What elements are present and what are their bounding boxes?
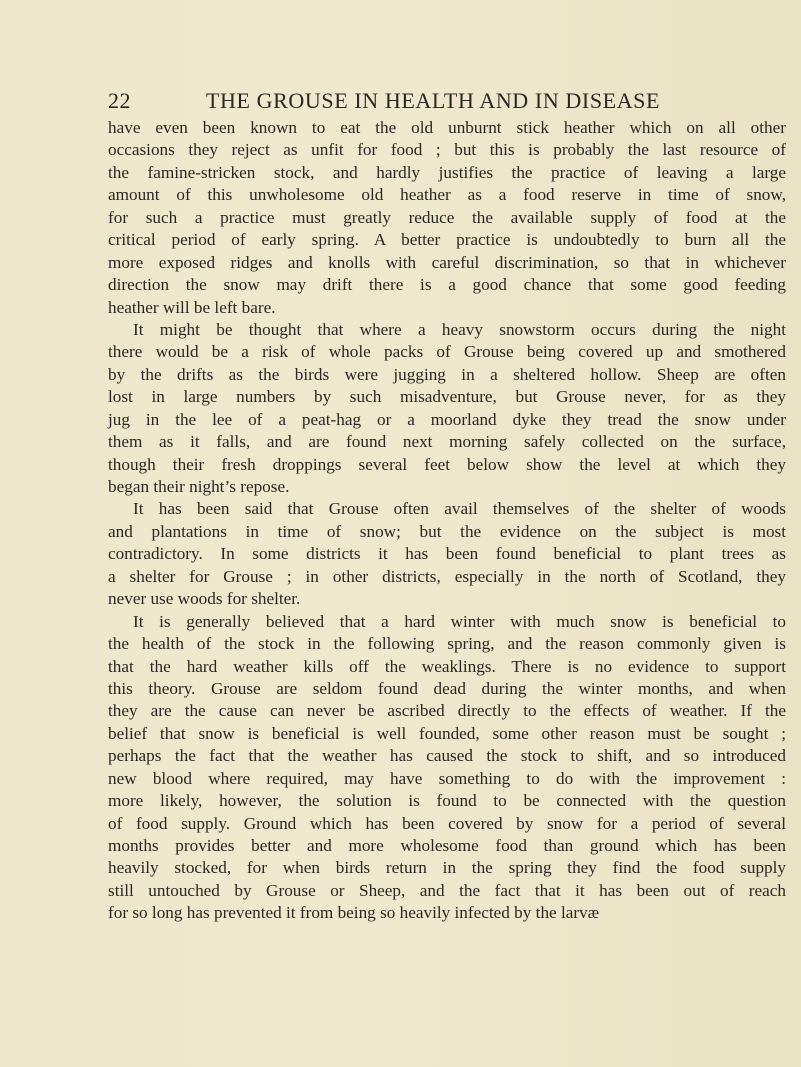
body-text: [108, 117, 786, 925]
text-line: more exposed ridges and knolls with careful discrimination, so that in whichever: [108, 252, 786, 272]
paragraph-start-line: It has been said that Grouse often avail themselves of the shelter of woods: [133, 499, 786, 519]
text-line: contradictory. In some districts it has been found beneficial to plant trees as: [108, 544, 786, 564]
text-line: by the drifts as the birds were jugging in a sheltered hollow. Sheep are often: [108, 364, 786, 384]
text-line: occasions they reject as unfit for food ; but this is probably the last resource of: [108, 140, 786, 160]
paragraph-start-line: It might be thought that where a heavy snowstorm occurs during the night: [133, 319, 786, 339]
text-line: them as it falls, and are found next morning safely collected on the surface,: [108, 432, 786, 452]
text-line: though their fresh droppings several feet below show the level at which they: [108, 454, 786, 474]
text-line: have even been known to eat the old unburnt stick heather which on all other: [108, 118, 786, 137]
text-line: the health of the stock in the following spring, and the reason commonly given is: [108, 634, 786, 654]
paragraph-start-line: It is generally believed that a hard winter with much snow is beneficial to: [133, 611, 786, 631]
text-line: months provides better and more wholesome food than ground which has been: [108, 836, 786, 855]
text-line: amount of this unwholesome old heather as a food reserve in time of snow,: [108, 185, 786, 205]
text-line: of food supply. Ground which has been covered by snow for a period of several: [108, 813, 786, 833]
text-line: a shelter for Grouse ; in other districts, especially in the north of Scotland, they: [108, 566, 786, 586]
text-line: lost in large numbers by such misadventure, but Grouse never, for as they: [108, 387, 786, 407]
text-line: they are the cause can never be ascribed directly to the effects of weather. If the: [108, 701, 786, 721]
page-number: 22: [108, 88, 131, 113]
text-line: heather will be left bare.: [108, 297, 276, 317]
text-line: more likely, however, the solution is found to be connected with the question: [108, 791, 786, 811]
text-line: still untouched by Grouse or Sheep, and the fact that it has been out of reach: [108, 880, 786, 900]
text-line: there would be a risk of whole packs of Grouse being covered up and smothered: [108, 342, 786, 362]
text-line: for so long has prevented it from being so heavily infected by the larvæ: [108, 903, 600, 923]
text-line: for such a practice must greatly reduce the available supply of food at the: [108, 207, 786, 227]
text-line: direction the snow may drift there is a good chance that some good feeding: [108, 275, 786, 295]
text-line: the famine-stricken stock, and hardly justifies the practice of leaving a large: [108, 162, 786, 182]
text-line: this theory. Grouse are seldom found dead during the winter months, and when: [108, 678, 786, 698]
text-line: new blood where required, may have something to do with the improvement :: [108, 768, 786, 788]
running-title: THE GROUSE IN HEALTH AND IN DISEASE: [206, 88, 661, 113]
text-line: perhaps the fact that the weather has caused the stock to shift, and so introduced: [108, 746, 786, 766]
text-line: heavily stocked, for when birds return in the spring they find the food supply: [108, 858, 786, 878]
text-line: critical period of early spring. A better practice is undoubtedly to burn all the: [108, 230, 786, 250]
text-line: that the hard weather kills off the weaklings. There is no evidence to support: [108, 656, 786, 676]
text-line: belief that snow is beneficial is well founded, some other reason must be sought ;: [108, 723, 786, 743]
text-line: jug in the lee of a peat-hag or a moorland dyke they tread the snow under: [108, 409, 786, 429]
text-line: never use woods for shelter.: [108, 589, 301, 609]
text-line: began their night’s repose.: [108, 477, 290, 496]
text-line: and plantations in time of snow; but the evidence on the subject is most: [108, 521, 786, 541]
page-header: [90, 88, 770, 118]
